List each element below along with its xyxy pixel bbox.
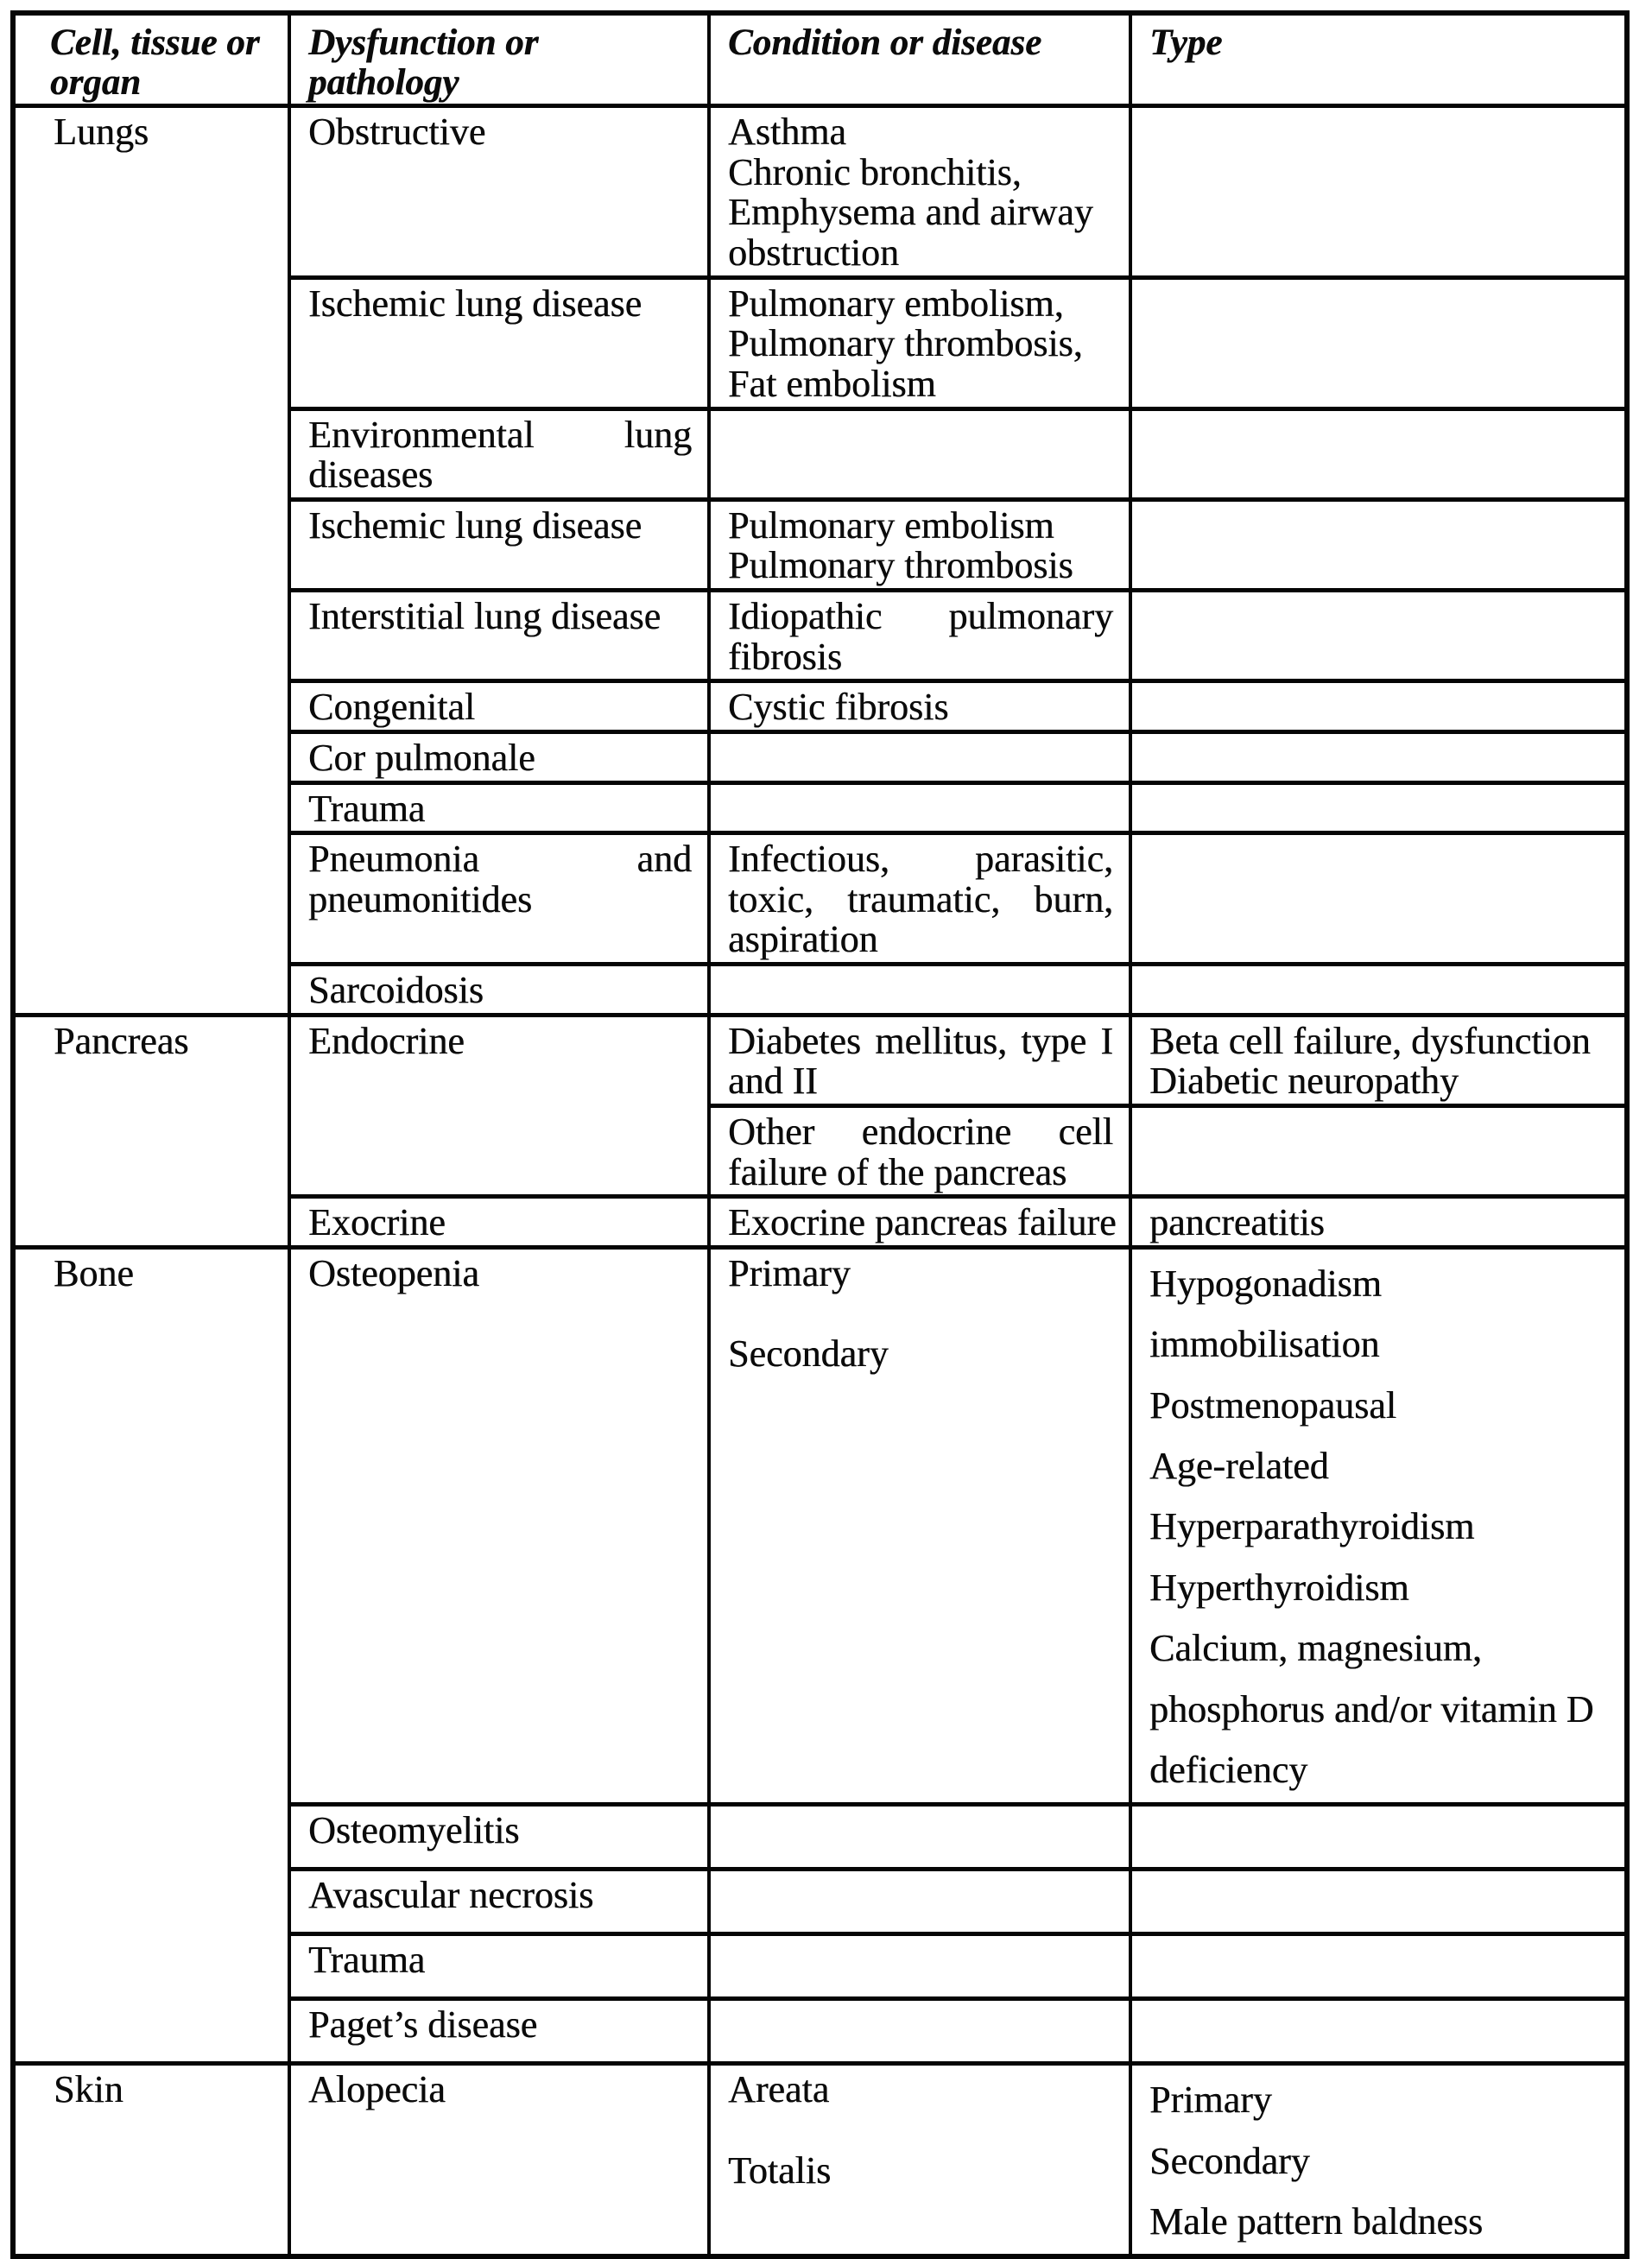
condition-cell-alopecia: Areata Totalis [709, 2064, 1130, 2257]
dysfunction-cell-congenital: Congenital [289, 681, 709, 732]
type-cell-pneumonia [1130, 833, 1627, 965]
table-row [13, 1247, 1627, 1805]
dysfunction-cell-osteomyelitis: Osteomyelitis [289, 1805, 709, 1870]
type-cell-interstitial [1130, 591, 1627, 681]
dysfunction-cell-environmental: Environmental lung diseases [289, 408, 709, 499]
condition-cell-osteopenia: Primary Secondary [709, 1247, 1130, 1805]
table-row [13, 2064, 1627, 2257]
table-header-row [13, 13, 1627, 106]
organ-cell-bone: Bone [13, 1247, 289, 2064]
condition-cell-environmental [709, 408, 1130, 499]
condition-cell-diabetes: Diabetes mellitus, type I and II [709, 1015, 1130, 1105]
type-cell-cor-pulmonale [1130, 731, 1627, 782]
condition-cell-cor-pulmonale [709, 731, 1130, 782]
organ-cell-skin: Skin [13, 2064, 289, 2257]
dysfunction-cell-trauma-lungs: Trauma [289, 782, 709, 833]
header-cell-dysfunction: Dysfunction or pathology [289, 13, 709, 106]
condition-cell-trauma-lungs [709, 782, 1130, 833]
condition-cell-osteomyelitis [709, 1805, 1130, 1870]
dysfunction-cell-pneumonia: Pneumonia and pneumonitides [289, 833, 709, 965]
dysfunction-cell-pagets-disease: Paget’s disease [289, 1999, 709, 2064]
dysfunction-cell-sarcoidosis: Sarcoidosis [289, 965, 709, 1016]
condition-cell-pagets-disease [709, 1999, 1130, 2064]
table-row [13, 1015, 1627, 1105]
dysfunction-cell-obstructive: Obstructive [289, 106, 709, 278]
condition-cell-congenital: Cystic fibrosis [709, 681, 1130, 732]
condition-cell-avascular-necrosis [709, 1870, 1130, 1934]
type-cell-sarcoidosis [1130, 965, 1627, 1016]
condition-cell-ischemic-1: Pulmonary embolism, Pulmonary thrombosis, Fat embolism [709, 277, 1130, 408]
dysfunction-cell-exocrine: Exocrine [289, 1197, 709, 1248]
table-row [13, 106, 1627, 278]
condition-cell-ischemic-2: Pulmonary embolism Pulmonary thrombosis [709, 499, 1130, 590]
condition-cell-sarcoidosis [709, 965, 1130, 1016]
condition-cell-trauma-bone [709, 1934, 1130, 1999]
dysfunction-cell-osteopenia: Osteopenia [289, 1247, 709, 1805]
type-cell-ischemic-2 [1130, 499, 1627, 590]
dysfunction-cell-trauma-bone: Trauma [289, 1934, 709, 1999]
dysfunction-cell-endocrine: Endocrine [289, 1015, 709, 1197]
organ-cell-lungs: Lungs [13, 106, 289, 1016]
type-cell-osteomyelitis [1130, 1805, 1627, 1870]
type-cell-congenital [1130, 681, 1627, 732]
organ-cell-pancreas: Pancreas [13, 1015, 289, 1247]
type-cell-trauma-bone [1130, 1934, 1627, 1999]
condition-cell-pneumonia: Infectious, parasitic, toxic, traumatic, burn, aspiration [709, 833, 1130, 965]
type-cell-pagets-disease [1130, 1999, 1627, 2064]
dysfunction-cell-cor-pulmonale: Cor pulmonale [289, 731, 709, 782]
header-cell-organ: Cell, tissue or organ [13, 13, 289, 106]
dysfunction-cell-avascular-necrosis: Avascular necrosis [289, 1870, 709, 1934]
type-cell-alopecia: Primary Secondary Male pattern baldness [1130, 2064, 1627, 2257]
header-cell-type: Type [1130, 13, 1627, 106]
condition-cell-exocrine: Exocrine pancreas failure [709, 1197, 1130, 1248]
type-cell-avascular-necrosis [1130, 1870, 1627, 1934]
condition-cell-interstitial: Idiopathic pulmonary fibrosis [709, 591, 1130, 681]
type-cell-osteopenia: Hypogonadism immobilisation Postmenopausal Age-related Hyperparathyroidism Hyperthyroidism Calcium, magnesium, phosphorus and/or vitamin D deficiency [1130, 1247, 1627, 1805]
dysfunction-cell-ischemic-2: Ischemic lung disease [289, 499, 709, 590]
type-cell-environmental [1130, 408, 1627, 499]
type-cell-obstructive [1130, 106, 1627, 278]
dysfunction-cell-alopecia: Alopecia [289, 2064, 709, 2257]
condition-cell-other-endocrine: Other endocrine cell failure of the pancreas [709, 1105, 1130, 1196]
type-cell-diabetes: Beta cell failure, dysfunction Diabetic neuropathy [1130, 1015, 1627, 1105]
pathology-table [10, 10, 1630, 2259]
type-cell-other-endocrine [1130, 1105, 1627, 1196]
type-cell-exocrine: pancreatitis [1130, 1197, 1627, 1248]
dysfunction-cell-interstitial: Interstitial lung disease [289, 591, 709, 681]
dysfunction-cell-ischemic-1: Ischemic lung disease [289, 277, 709, 408]
condition-cell-obstructive: Asthma Chronic bronchitis, Emphysema and airway obstruction [709, 106, 1130, 278]
type-cell-trauma-lungs [1130, 782, 1627, 833]
header-cell-condition: Condition or disease [709, 13, 1130, 106]
type-cell-ischemic-1 [1130, 277, 1627, 408]
